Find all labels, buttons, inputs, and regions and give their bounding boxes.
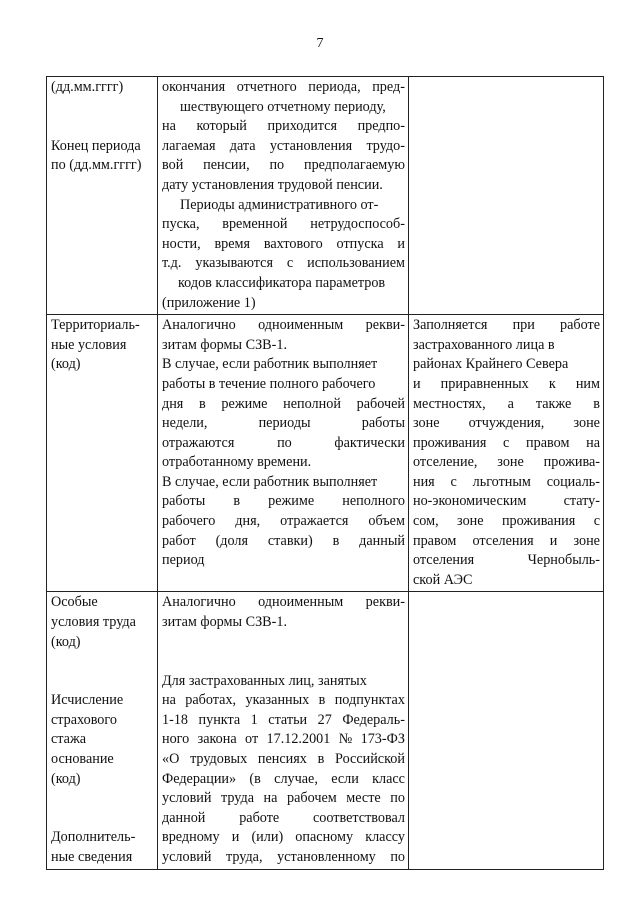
table-row bbox=[47, 77, 604, 315]
cell-line: ные сведения bbox=[51, 848, 133, 865]
cell-line: ния с льготным социаль- bbox=[413, 473, 600, 490]
cell-line: недели, периоды работы bbox=[162, 415, 405, 432]
cell-line: Территориаль- bbox=[51, 317, 140, 334]
cell-line: местностях, а также в bbox=[413, 395, 600, 412]
cell-line: условий труда на рабочем месте по bbox=[162, 790, 405, 807]
cell-line: период bbox=[162, 552, 205, 569]
note-cell bbox=[409, 592, 604, 869]
cell-line: проживания с правом на bbox=[413, 434, 600, 451]
cell-line: (код) bbox=[51, 633, 81, 650]
cell-line: работы в режиме неполного bbox=[162, 493, 405, 510]
cell-line: отработанному времени. bbox=[162, 454, 312, 471]
cell-line: Заполняется при работе bbox=[413, 317, 600, 334]
cell-line: на работах, указанных в подпунктах bbox=[162, 692, 405, 709]
cell-line: т.д. указываются с использованием bbox=[162, 255, 405, 272]
cell-line: Исчисление bbox=[51, 692, 124, 709]
cell-line: страхового bbox=[51, 711, 117, 728]
cell-line: дня в режиме неполной рабочей bbox=[162, 395, 405, 412]
cell-line: и приравненных к ним bbox=[413, 375, 600, 392]
cell-line: правом отселения и зоне bbox=[413, 532, 600, 549]
cell-line: Федерации» (в случае, если класс bbox=[162, 770, 405, 787]
cell-line: вой пенсии, по предполагаемую bbox=[162, 157, 405, 174]
field-name-cell bbox=[47, 77, 158, 315]
requisites-table bbox=[46, 76, 604, 870]
cell-line: работ (доля ставки) в данный bbox=[162, 532, 405, 549]
cell-line: застрахованного лица в bbox=[413, 336, 555, 353]
cell-line: Конец периода bbox=[51, 137, 141, 154]
cell-line: ного закона от 17.12.2001 № 173-ФЗ bbox=[162, 731, 405, 748]
description-cell bbox=[158, 77, 409, 315]
cell-line: отражаются по фактически bbox=[162, 434, 405, 451]
field-name-cell bbox=[47, 592, 158, 869]
cell-line: вредному и (или) опасному классу bbox=[162, 829, 405, 846]
description-cell bbox=[158, 315, 409, 592]
table-row bbox=[47, 315, 604, 592]
cell-line: на который приходится предпо- bbox=[162, 118, 405, 135]
cell-line: (код) bbox=[51, 770, 81, 787]
field-name-cell bbox=[47, 315, 158, 592]
cell-line: Дополнитель- bbox=[51, 829, 136, 846]
cell-line: В случае, если работник выполняет bbox=[162, 473, 378, 490]
cell-line: Аналогично одноименным рекви- bbox=[162, 594, 405, 611]
cell-line: условий труда, установленному по bbox=[162, 848, 405, 865]
page-number: 7 bbox=[316, 36, 324, 51]
cell-line: ской АЭС bbox=[413, 571, 473, 588]
cell-line: (приложение 1) bbox=[162, 294, 256, 311]
cell-line: работы в течение полного рабочего bbox=[162, 375, 376, 392]
cell-line: «О трудовых пенсиях в Российской bbox=[162, 751, 405, 767]
cell-line: но-экономическим стату- bbox=[413, 493, 600, 510]
cell-line: лагаемая дата установления трудо- bbox=[162, 137, 405, 154]
cell-line: Аналогично одноименным рекви- bbox=[162, 317, 405, 334]
note-cell bbox=[409, 77, 604, 315]
cell-line: Для застрахованных лиц, занятых bbox=[162, 672, 367, 689]
cell-line: Особые bbox=[51, 594, 98, 611]
cell-line: рабочего дня, отражается объем bbox=[162, 513, 405, 530]
cell-line: зитам формы СЗВ-1. bbox=[162, 336, 288, 353]
table-row bbox=[47, 592, 604, 869]
cell-line: по (дд.мм.гггг) bbox=[51, 157, 142, 174]
note-cell bbox=[409, 315, 604, 592]
cell-line: (код) bbox=[51, 356, 81, 373]
cell-line: отселение, зоне прожива- bbox=[413, 454, 600, 471]
cell-line: Периоды административного от- bbox=[180, 196, 379, 213]
cell-line: условия труда bbox=[51, 614, 136, 631]
cell-line: дату установления трудовой пенсии. bbox=[162, 176, 383, 193]
cell-line: районах Крайнего Севера bbox=[413, 356, 569, 373]
cell-line: зоне отчуждения, зоне bbox=[413, 415, 600, 432]
cell-line: основание bbox=[51, 751, 114, 767]
cell-line: шествующего отчетному периоду, bbox=[180, 98, 386, 115]
cell-line: 1-18 пункта 1 статьи 27 Федераль- bbox=[162, 711, 405, 728]
cell-line: пуска, временной нетрудоспособ- bbox=[162, 216, 405, 233]
cell-line: ности, время вахтового отпуска и bbox=[162, 235, 405, 252]
cell-line: (дд.мм.гггг) bbox=[51, 79, 124, 95]
cell-line: окончания отчетного периода, пред- bbox=[162, 79, 405, 95]
cell-line: В случае, если работник выполняет bbox=[162, 356, 378, 373]
cell-line: ные условия bbox=[51, 336, 127, 353]
cell-line: стажа bbox=[51, 731, 87, 748]
cell-line: отселения Чернобыль- bbox=[413, 552, 600, 569]
cell-line: данной работе соответствовал bbox=[162, 809, 405, 826]
cell-line: зитам формы СЗВ-1. bbox=[162, 614, 288, 631]
cell-line: сом, зоне проживания с bbox=[413, 513, 600, 530]
cell-line: кодов классификатора параметров bbox=[178, 274, 386, 291]
description-cell bbox=[158, 592, 409, 869]
